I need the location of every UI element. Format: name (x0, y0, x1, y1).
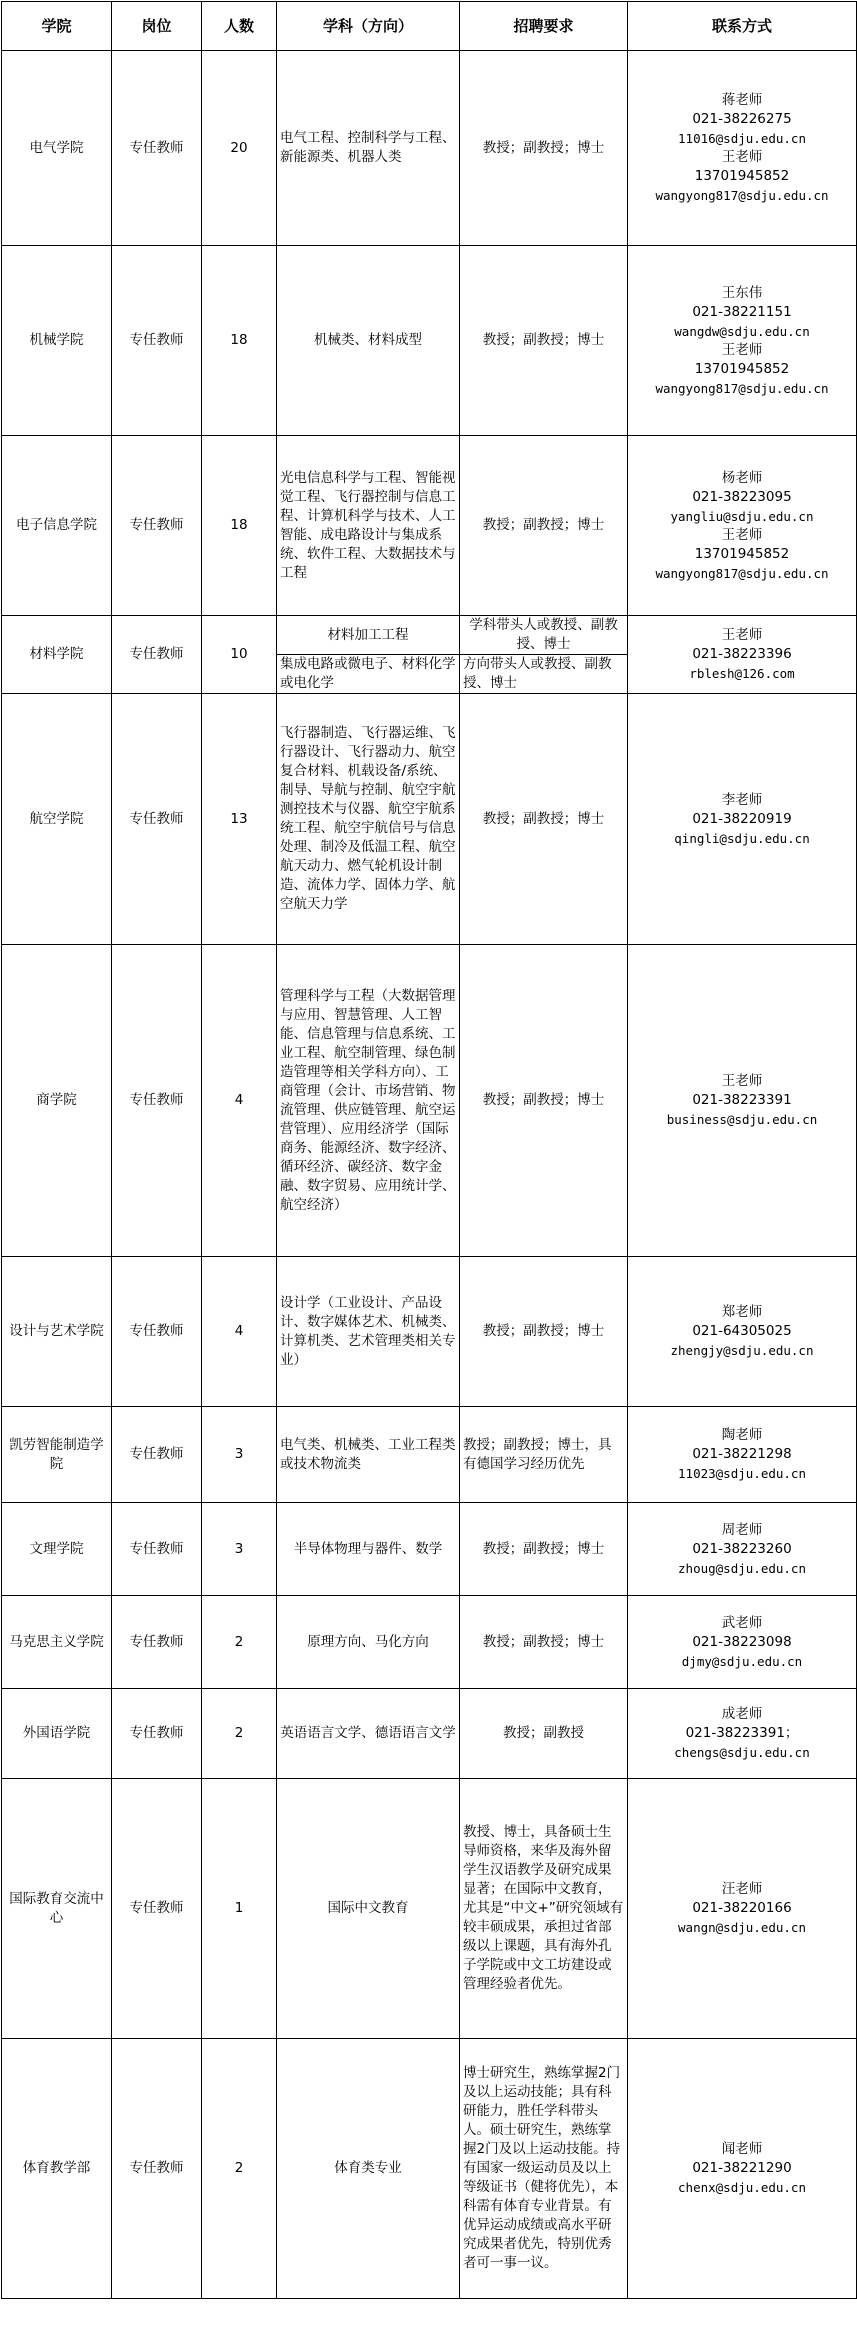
requirement-cell: 教授；副教授；博士 (460, 1503, 628, 1596)
contact-line[interactable]: wangdw@sdju.edu.cn (674, 323, 810, 339)
contact-cell (628, 1689, 857, 1779)
position-cell: 专任教师 (112, 694, 202, 945)
requirement-cell: 教授；副教授；博士 (460, 694, 628, 945)
requirement-cell: 方向带头人或教授、副教授、博士 (460, 655, 628, 694)
college-cell: 电气学院 (2, 51, 112, 246)
college-cell: 航空学院 (2, 694, 112, 945)
contact-line: 郑老师 (721, 1304, 763, 1320)
header-subject: 学科（方向） (277, 2, 460, 51)
table-row (2, 2039, 857, 2299)
table-row (2, 945, 857, 1257)
count-cell: 13 (202, 694, 277, 945)
contact-line: 021-38223260 (692, 1540, 792, 1557)
table-row (2, 1407, 857, 1503)
position-cell: 专任教师 (112, 1689, 202, 1779)
subject-cell: 电气工程、控制科学与工程、新能源类、机器人类 (277, 51, 460, 246)
position-cell: 专任教师 (112, 2039, 202, 2299)
subject-cell: 体育类专业 (277, 2039, 460, 2299)
requirement-cell: 教授；副教授；博士 (460, 51, 628, 246)
contact-cell (628, 1407, 857, 1503)
requirement-cell: 教授；副教授；博士，具有德国学习经历优先 (460, 1407, 628, 1503)
contact-line[interactable]: wangyong817@sdju.edu.cn (655, 188, 829, 203)
count-cell: 2 (202, 2039, 277, 2299)
table-row (2, 1779, 857, 2039)
contact-line: 李老师 (721, 791, 763, 808)
contact-line[interactable]: wangyong817@sdju.edu.cn (655, 380, 829, 396)
table-row (2, 436, 857, 616)
contact-cell (628, 1779, 857, 2039)
contact-line[interactable]: zhoug@sdju.edu.cn (678, 1560, 806, 1576)
contact-line: 杨老师 (721, 469, 763, 486)
contact-line[interactable]: wangyong817@sdju.edu.cn (655, 565, 829, 581)
requirement-cell: 教授、博士，具备硕士生导师资格，来华及海外留学生汉语教学及研究成果显著；在国际中文教育，尤其是“中文+”研究领域有较丰硕成果，承担过省部级以上课题，具有海外孔子学院或中文工坊建设或管理经验者优先。 (460, 1779, 628, 2039)
contact-line: 王老师 (721, 627, 763, 643)
subject-cell: 电气类、机械类、工业工程类或技术物流类 (277, 1407, 460, 1503)
college-cell: 体育教学部 (2, 2039, 112, 2299)
count-cell: 1 (202, 1779, 277, 2039)
contact-line: 021-38221298 (692, 1446, 792, 1462)
position-cell: 专任教师 (112, 945, 202, 1257)
contact-line: 021-38221290 (692, 2160, 792, 2176)
count-cell: 3 (202, 1407, 277, 1503)
contact-cell (628, 945, 857, 1257)
contact-line: 蒋老师 (721, 92, 763, 108)
requirement-cell: 博士研究生，熟练掌握2门及以上运动技能；具有科研能力，胜任学科带头人。硕士研究生，熟练掌握2门及以上运动技能。持有国家一级运动员及以上等级证书（健将优先），本科需有体育专业背景。有优异运动成绩或高水平研究成果者优先，特别优秀者可一事一议。 (460, 2039, 628, 2299)
contact-line[interactable]: djmy@sdju.edu.cn (681, 1653, 803, 1669)
college-cell: 电子信息学院 (2, 436, 112, 616)
contact-cell (628, 616, 857, 694)
contact-line: 王老师 (721, 1073, 763, 1089)
table-row (2, 51, 857, 246)
contact-line: 021-38223095 (692, 488, 792, 505)
position-cell: 专任教师 (112, 51, 202, 246)
requirement-cell: 教授；副教授；博士 (460, 945, 628, 1257)
requirement-cell: 教授；副教授；博士 (460, 436, 628, 616)
contact-cell (628, 436, 857, 616)
count-cell: 18 (202, 436, 277, 616)
table-row (2, 1257, 857, 1407)
table-row (2, 1503, 857, 1596)
position-cell: 专任教师 (112, 436, 202, 616)
header-requirement: 招聘要求 (460, 2, 628, 51)
table-row (2, 694, 857, 945)
table-row (2, 1596, 857, 1689)
contact-line: 王老师 (721, 149, 763, 165)
contact-line[interactable]: wangn@sdju.edu.cn (678, 1920, 806, 1935)
count-cell: 3 (202, 1503, 277, 1596)
contact-line[interactable]: chenx@sdju.edu.cn (678, 2180, 806, 2195)
contact-line[interactable]: business@sdju.edu.cn (666, 1112, 818, 1127)
subject-cell: 飞行器制造、飞行器运维、飞行器设计、飞行器动力、航空复合材料、机载设备/系统、制导、导航与控制、航空宇航测控技术与仪器、航空宇航系统工程、航空宇航信号与信息处理、制冷及低温工程、航空航天动力、燃气轮机设计制造、流体力学、固体力学、航空航天力学 (277, 694, 460, 945)
contact-line: 021-38223391 (692, 1092, 792, 1108)
contact-line: 武老师 (721, 1614, 763, 1631)
position-cell: 专任教师 (112, 246, 202, 436)
header-contact: 联系方式 (628, 2, 857, 51)
subject-cell: 英语语言文学、德语语言文学 (277, 1689, 460, 1779)
requirement-cell: 学科带头人或教授、副教授、博士 (460, 616, 628, 655)
contact-line: 周老师 (721, 1521, 763, 1538)
college-cell: 凯劳智能制造学院 (2, 1407, 112, 1503)
college-cell: 国际教育交流中心 (2, 1779, 112, 2039)
contact-cell (628, 2039, 857, 2299)
requirement-cell: 教授；副教授 (460, 1689, 628, 1779)
contact-line: 13701945852 (694, 360, 790, 377)
college-cell: 设计与艺术学院 (2, 1257, 112, 1407)
contact-line: 021-64305025 (692, 1323, 792, 1339)
contact-line: 021-38223396 (692, 646, 792, 662)
position-cell: 专任教师 (112, 1503, 202, 1596)
college-cell: 机械学院 (2, 246, 112, 436)
contact-cell (628, 246, 857, 436)
position-cell: 专任教师 (112, 1779, 202, 2039)
college-cell: 外国语学院 (2, 1689, 112, 1779)
contact-line[interactable]: 11016@sdju.edu.cn (678, 131, 806, 146)
position-cell: 专任教师 (112, 616, 202, 694)
count-cell: 2 (202, 1596, 277, 1689)
contact-line: 闻老师 (721, 2141, 763, 2157)
requirement-cell: 教授；副教授；博士 (460, 246, 628, 436)
college-cell: 材料学院 (2, 616, 112, 694)
table-header-row (2, 2, 857, 51)
count-cell: 10 (202, 616, 277, 694)
contact-cell (628, 1596, 857, 1689)
subject-cell: 机械类、材料成型 (277, 246, 460, 436)
contact-line: 13701945852 (694, 545, 790, 562)
contact-line: 021-38223391； (685, 1725, 799, 1741)
contact-cell (628, 694, 857, 945)
subject-cell: 光电信息科学与工程、智能视觉工程、飞行器控制与信息工程、计算机科学与技术、人工智能、成电路设计与集成系统、软件工程、大数据技术与工程 (277, 436, 460, 616)
position-cell: 专任教师 (112, 1257, 202, 1407)
contact-line: 13701945852 (694, 168, 790, 184)
contact-line: 021-38220166 (692, 1900, 792, 1916)
subject-cell: 材料加工工程 (277, 616, 460, 655)
table-row (2, 1689, 857, 1779)
header-position: 岗位 (112, 2, 202, 51)
contact-cell (628, 51, 857, 246)
contact-line[interactable]: chengs@sdju.edu.cn (674, 1745, 810, 1760)
contact-line[interactable]: qingli@sdju.edu.cn (674, 830, 810, 846)
count-cell: 2 (202, 1689, 277, 1779)
requirement-cell: 教授；副教授；博士 (460, 1596, 628, 1689)
contact-line: 王老师 (721, 341, 763, 358)
table-row (2, 616, 857, 655)
count-cell: 18 (202, 246, 277, 436)
contact-line: 陶老师 (721, 1427, 763, 1443)
college-cell: 商学院 (2, 945, 112, 1257)
position-cell: 专任教师 (112, 1407, 202, 1503)
header-count: 人数 (202, 2, 277, 51)
subject-cell: 设计学（工业设计、产品设计、数字媒体艺术、机械类、计算机类、艺术管理类相关专业） (277, 1257, 460, 1407)
contact-cell (628, 1503, 857, 1596)
subject-cell: 半导体物理与器件、数学 (277, 1503, 460, 1596)
requirement-cell: 教授；副教授；博士 (460, 1257, 628, 1407)
subject-cell: 集成电路或微电子、材料化学或电化学 (277, 655, 460, 694)
count-cell: 4 (202, 945, 277, 1257)
table-row (2, 246, 857, 436)
contact-line: 汪老师 (721, 1881, 763, 1897)
count-cell: 20 (202, 51, 277, 246)
subject-cell: 原理方向、马化方向 (277, 1596, 460, 1689)
contact-cell (628, 1257, 857, 1407)
contact-line: 王东伟 (721, 284, 763, 301)
contact-line[interactable]: zhengjy@sdju.edu.cn (670, 1343, 814, 1358)
subject-cell: 管理科学与工程（大数据管理与应用、智慧管理、人工智能、信息管理与信息系统、工业工程、航空制管理、绿色制造管理等相关学科方向）、工商管理（会计、市场营销、物流管理、供应链管理、航空运营管理）、应用经济学（国际商务、能源经济、数字经济、循环经济、碳经济、数字金融、数字贸易、应用统计学、航空经济） (277, 945, 460, 1257)
contact-line: 021-38220919 (692, 810, 792, 827)
position-cell: 专任教师 (112, 1596, 202, 1689)
contact-line[interactable]: rblesh@126.com (689, 666, 795, 681)
contact-line: 021-38223098 (692, 1633, 792, 1650)
count-cell: 4 (202, 1257, 277, 1407)
header-college: 学院 (2, 2, 112, 51)
contact-line: 021-38226275 (692, 111, 792, 127)
contact-line: 王老师 (721, 526, 763, 543)
subject-cell: 国际中文教育 (277, 1779, 460, 2039)
contact-line[interactable]: 11023@sdju.edu.cn (678, 1466, 806, 1481)
contact-line[interactable]: yangliu@sdju.edu.cn (670, 508, 814, 524)
contact-line: 021-38221151 (692, 303, 792, 320)
college-cell: 马克思主义学院 (2, 1596, 112, 1689)
contact-line: 成老师 (721, 1706, 763, 1722)
college-cell: 文理学院 (2, 1503, 112, 1596)
recruitment-table (1, 1, 857, 2299)
